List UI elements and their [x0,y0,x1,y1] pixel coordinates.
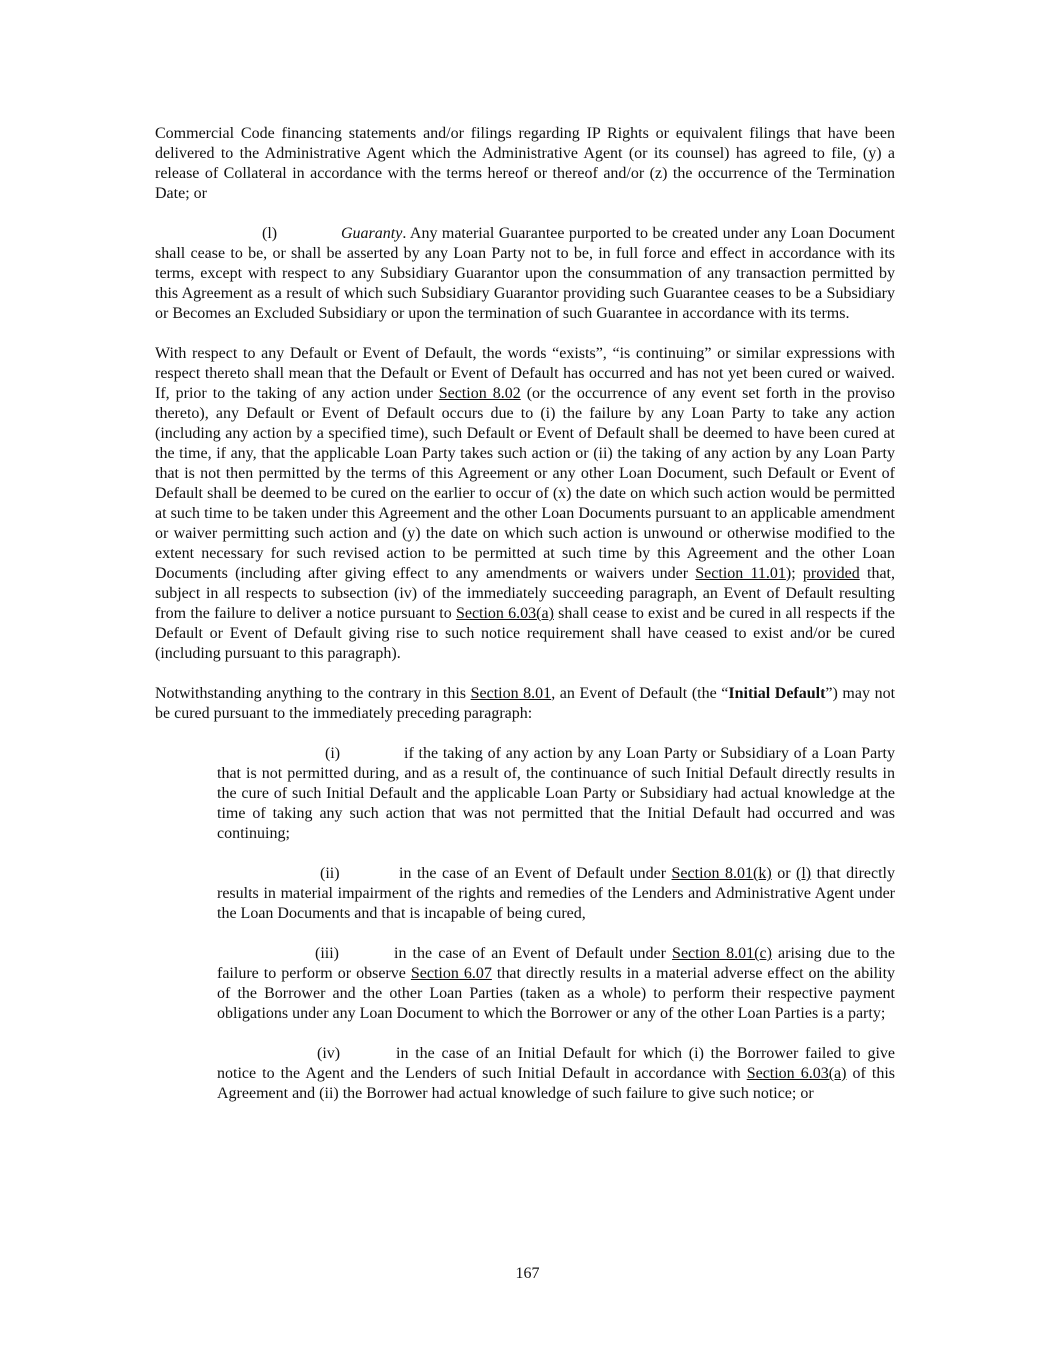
text: of this Agreement and (ii) the Borrower had actual knowledge of such failure to give such notice; or [217,1065,896,1102]
section-reference-link[interactable]: Section 6.07 [410,965,492,982]
clause-heading: Guaranty [341,225,403,242]
text: (or the occurrence of any event set forth in the proviso thereto), any Default or Event of Default occurs due to (i) the failure by any Loan Party to take any action (including any action by a specified time), such Default or Event of Default shall be deemed to have been cured at the time, if any, that the applicable Loan Party takes such action or (ii) the taking of any action by any Loan Party that is not then permitted by the terms of this Agreement or any other Loan Document, such Default or Event of Default shall be deemed to be cured on the earlier to occur of (x) the date on which such action would be permitted at such time to be taken under this Agreement and the other Loan Documents pursuant to an applicable amendment or waiver permitting such action and (y) the date on which such action is unwound or otherwise modified to the extent necessary for such revised action to be permitted at such time by this Agreement and the other Loan Documents (including after giving effect to any amendments or waivers under [155,385,896,582]
item-label: (iv) [317,1045,341,1062]
text: that directly results in a material adverse effect on the ability of the Borrower and the other Loan Parties (taken as a whole) to perform their respective payment obligations under any Loan Document to which the Borrower or any of the other Loan Parties is a party; [217,965,896,1022]
paragraph-continuation: Commercial Code financing statements and/or filings regarding IP Rights or equivalent filings that have been delivered to the Administrative Agent which the Administrative Agent (or its counsel) has agreed to file, (y) a release of Collateral in accordance with the terms hereof or thereof and/or (z) the occurrence of the Termination Date; or [155,125,895,202]
section-reference-link[interactable]: (l) [796,865,812,882]
text: or [771,865,797,882]
section-reference-link[interactable]: Section 6.03(a) [455,605,554,622]
text: that, subject in all respects to subsection (iv) of the immediately succeeding paragraph, an Event of Default resulting from the failure to deliver a notice pursuant to [155,565,895,622]
text: if the taking of any action by any Loan Party or Subsidiary of a Loan Party that is not permitted during, and as a result of, the continuance of such Initial Default directly results in the cure of such Initial Default and the applicable Loan Party or Subsidiary had actual knowledge at the time of taking any such action that was not permitted that the Initial Default had occurred and was continuing; [217,745,895,842]
defined-term: Initial Default [728,685,826,702]
text: in the case of an Event of Default under [394,945,673,962]
list-item-i [217,744,895,844]
text: , an Event of Default (the “ [551,685,729,702]
list-item-iii [217,944,895,1024]
text: in the case of an Event of Default under [399,865,672,882]
item-label: (iii) [315,945,339,962]
section-reference-link[interactable]: Section 11.01 [695,565,786,582]
document-page [155,124,895,1124]
clause-label: (l) [262,225,278,242]
text: shall cease to exist and be cured in all respects if the Default or Event of Default giving rise to such notice requirement shall have ceased to exist and/or be cured (including pursuant to this paragraph). [155,605,896,662]
text: With respect to any Default or Event of Default, the words “exists”, “is continuing” or similar expressions with respect thereto shall mean that the Default or Event of Default has occurred and has not yet been cured or waived. If, prior to the taking of any action under [155,345,895,402]
text: in the case of an Initial Default for which (i) the Borrower failed to give notice to the Agent and the Lenders of such Initial Default in accordance with [217,1045,895,1082]
page-number: 167 [515,1265,540,1282]
clause-l-guaranty [155,224,895,324]
section-reference-link[interactable]: Section 8.01(k) [671,865,772,882]
text: arising due to the failure to perform or observe [217,945,896,982]
text: Notwithstanding anything to the contrary in this [155,685,471,702]
item-label: (i) [325,745,341,762]
list-item-iv [217,1044,895,1104]
section-reference-link[interactable]: Section 6.03(a) [746,1065,847,1082]
provided-term: provided [802,565,860,582]
item-label: (ii) [320,865,340,882]
section-reference-link[interactable]: Section 8.01 [470,685,552,702]
paragraph-initial-default [155,684,895,724]
text: ); [785,565,803,582]
paragraph-default-cure [155,344,895,664]
section-reference-link[interactable]: Section 8.01(c) [672,945,772,962]
list-item-ii [217,864,895,924]
text: ”) may not be cured pursuant to the immediately preceding paragraph: [155,685,896,722]
section-reference-link[interactable]: Section 8.02 [438,385,521,402]
clause-text: . Any material Guarantee purported to be created under any Loan Document shall cease to be, or shall be asserted by any Loan Party not to be, in full force and effect in accordance with its terms, except with respect to any Subsidiary Guarantor upon the consummation of any transaction permitted by this Agreement as a result of which such Subsidiary Guarantor providing such Guarantee ceases to be a Subsidiary or Becomes an Excluded Subsidiary or upon the termination of such Guarantee in accordance with its terms. [155,225,895,322]
text: that directly results in material impairment of the rights and remedies of the Lenders and Administrative Agent under the Loan Documents and that is incapable of being cured, [217,865,896,922]
